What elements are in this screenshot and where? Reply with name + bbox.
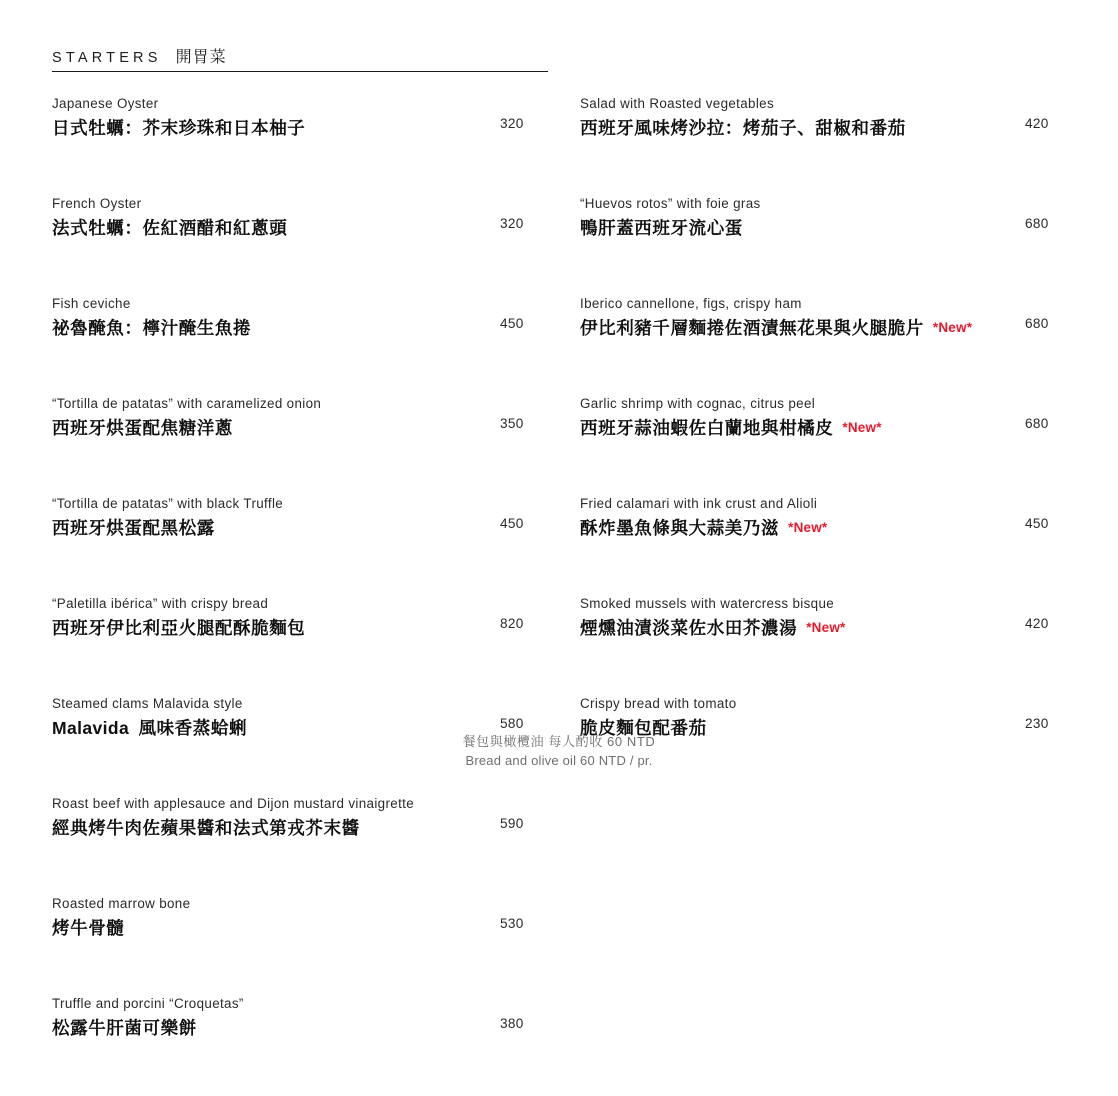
menu-item-price: 680 bbox=[1025, 316, 1049, 331]
menu-item-price: 450 bbox=[500, 516, 524, 531]
section-divider-rule bbox=[52, 71, 548, 72]
menu-item[interactable] bbox=[580, 96, 1068, 196]
menu-item-name-chinese bbox=[580, 215, 743, 240]
menu-item-price: 590 bbox=[500, 816, 524, 831]
menu-item-price: 320 bbox=[500, 216, 524, 231]
menu-item-name-english: Fried calamari with ink crust and Alioli bbox=[580, 496, 818, 511]
menu-item-name-chinese bbox=[580, 515, 779, 540]
menu-item-name-english: Roasted marrow bone bbox=[52, 896, 191, 911]
footer-note-english: Bread and olive oil 60 NTD / pr. bbox=[465, 753, 653, 768]
menu-item-name-chinese-text: 西班牙風味烤沙拉：烤茄子、甜椒和番茄 bbox=[580, 118, 906, 138]
menu-item-name-chinese-line bbox=[52, 315, 251, 340]
menu-item[interactable] bbox=[52, 396, 548, 496]
menu-item[interactable] bbox=[52, 496, 548, 596]
menu-item-name-english: Iberico cannellone, figs, crispy ham bbox=[580, 296, 802, 311]
menu-column-right bbox=[580, 96, 1068, 796]
menu-item[interactable] bbox=[52, 196, 548, 296]
menu-item-name-chinese-text: 西班牙烘蛋配焦糖洋蔥 bbox=[52, 418, 233, 438]
footer-note bbox=[0, 732, 1118, 770]
menu-item-name-chinese-text: 西班牙蒜油蝦佐白蘭地與柑橘皮 bbox=[580, 418, 834, 438]
new-item-badge: *New* bbox=[842, 420, 882, 435]
menu-item-name-chinese-text: 脆皮麵包配番茄 bbox=[580, 718, 707, 738]
menu-item[interactable] bbox=[52, 996, 548, 1096]
menu-item[interactable] bbox=[580, 296, 1068, 396]
menu-item-name-chinese-line bbox=[52, 815, 360, 840]
section-header-line bbox=[52, 44, 548, 67]
menu-item-name-chinese-text: 伊比利豬千層麵捲佐酒漬無花果與火腿脆片 bbox=[580, 318, 924, 338]
menu-item-price: 350 bbox=[500, 416, 524, 431]
menu-item-price: 580 bbox=[500, 716, 524, 731]
footer-note-chinese: 餐包與橄欖油 每人酌收 60 NTD bbox=[462, 734, 656, 749]
menu-item-price: 420 bbox=[1025, 616, 1049, 631]
menu-item-name-chinese bbox=[52, 215, 287, 240]
menu-item-name-chinese-text: 松露牛肝菌可樂餅 bbox=[52, 1018, 197, 1038]
menu-item-name-english: Roast beef with applesauce and Dijon mustard vinaigrette bbox=[52, 796, 415, 811]
section-title-chinese: 開胃菜 bbox=[175, 49, 227, 66]
section-header bbox=[52, 44, 548, 67]
menu-item-name-chinese bbox=[52, 1015, 197, 1040]
menu-item-price: 450 bbox=[1025, 516, 1049, 531]
menu-item-name-chinese-text: 煙燻油漬淡菜佐水田芥濃湯 bbox=[580, 618, 798, 638]
menu-item[interactable] bbox=[52, 796, 548, 896]
menu-item-name-chinese bbox=[580, 415, 833, 440]
menu-item-name-english: “Tortilla de patatas” with caramelized onion bbox=[52, 396, 322, 411]
menu-item-name-chinese-line bbox=[580, 215, 743, 240]
menu-item-name-latin-emphasis: Malavida bbox=[52, 718, 130, 738]
menu-item-name-chinese bbox=[580, 315, 924, 340]
menu-item-name-chinese-text: 風味香蒸蛤蜊 bbox=[138, 718, 248, 738]
menu-item-name-english: “Huevos rotos” with foie gras bbox=[580, 196, 761, 211]
menu-item-name-chinese bbox=[52, 115, 305, 140]
menu-item-name-chinese-line bbox=[52, 215, 287, 240]
menu-item-name-chinese-line bbox=[580, 115, 906, 140]
menu-item-price: 530 bbox=[500, 916, 524, 931]
menu-item-price: 230 bbox=[1025, 716, 1049, 731]
menu-item-name-chinese-text: 法式牡蠣：佐紅酒醋和紅蔥頭 bbox=[52, 218, 288, 238]
menu-item-price: 450 bbox=[500, 316, 524, 331]
menu-item-name-english: Salad with Roasted vegetables bbox=[580, 96, 775, 111]
menu-item-name-chinese bbox=[52, 615, 305, 640]
section-title-english: STARTERS bbox=[52, 50, 162, 66]
menu-item-price: 680 bbox=[1025, 416, 1049, 431]
menu-item-name-chinese-text: 烤牛骨髓 bbox=[52, 918, 125, 938]
menu-item-name-chinese-text: 西班牙伊比利亞火腿配酥脆麵包 bbox=[52, 618, 306, 638]
menu-item-name-chinese-text: 西班牙烘蛋配黑松露 bbox=[52, 518, 215, 538]
menu-item-name-chinese-text: 日式牡蠣：芥末珍珠和日本柚子 bbox=[52, 118, 306, 138]
menu-item-name-english: Steamed clams Malavida style bbox=[52, 696, 243, 711]
menu-item-name-english: Crispy bread with tomato bbox=[580, 696, 737, 711]
menu-item[interactable] bbox=[52, 296, 548, 396]
menu-item-name-chinese bbox=[580, 615, 797, 640]
new-item-badge: *New* bbox=[932, 320, 973, 335]
new-item-badge: *New* bbox=[788, 520, 828, 535]
new-item-badge: *New* bbox=[806, 620, 846, 635]
menu-item-price: 380 bbox=[500, 1016, 524, 1031]
menu-item[interactable] bbox=[52, 96, 548, 196]
menu-item[interactable] bbox=[580, 596, 1068, 696]
menu-column-left bbox=[52, 96, 548, 1096]
menu-item-name-english: French Oyster bbox=[52, 196, 142, 211]
menu-item-name-english: Garlic shrimp with cognac, citrus peel bbox=[580, 396, 816, 411]
menu-item-name-chinese-line bbox=[52, 115, 305, 140]
menu-item-name-chinese-text: 鴨肝蓋西班牙流心蛋 bbox=[580, 218, 743, 238]
menu-item-name-chinese-line bbox=[580, 615, 845, 640]
menu-item-name-english: Truffle and porcini “Croquetas” bbox=[52, 996, 244, 1011]
menu-item-name-chinese-line bbox=[580, 515, 827, 540]
menu-item[interactable] bbox=[52, 896, 548, 996]
menu-item-name-chinese bbox=[52, 415, 233, 440]
menu-item-name-english: Japanese Oyster bbox=[52, 96, 159, 111]
menu-item-name-english: Fish ceviche bbox=[52, 296, 131, 311]
menu-item-name-chinese bbox=[52, 515, 215, 540]
menu-item-name-chinese-line bbox=[52, 515, 215, 540]
menu-item-name-chinese-text: 酥炸墨魚條與大蒜美乃滋 bbox=[580, 518, 780, 538]
menu-item-name-chinese-line bbox=[52, 1015, 197, 1040]
menu-item-price: 820 bbox=[500, 616, 524, 631]
menu-item-name-english: “Paletilla ibérica” with crispy bread bbox=[52, 596, 269, 611]
menu-item-name-chinese-line bbox=[580, 315, 972, 340]
menu-item-name-english: Smoked mussels with watercress bisque bbox=[580, 596, 835, 611]
menu-item-name-chinese-text: 祕魯醃魚：檸汁醃生魚捲 bbox=[52, 318, 252, 338]
menu-item-name-chinese-line bbox=[52, 415, 233, 440]
menu-item-name-chinese-text: 經典烤牛肉佐蘋果醬和法式第戎芥末醬 bbox=[52, 818, 360, 838]
menu-item[interactable] bbox=[580, 196, 1068, 296]
menu-item-name-chinese-line bbox=[52, 915, 124, 940]
menu-item-name-chinese bbox=[580, 115, 906, 140]
menu-item-name-chinese-line bbox=[580, 415, 882, 440]
menu-item[interactable] bbox=[52, 596, 548, 696]
menu-item-name-chinese bbox=[52, 815, 360, 840]
menu-item-name-chinese-line bbox=[52, 615, 305, 640]
menu-item-name-english: “Tortilla de patatas” with black Truffle bbox=[52, 496, 284, 511]
menu-item[interactable] bbox=[580, 496, 1068, 596]
menu-item-name-chinese bbox=[52, 315, 251, 340]
menu-item-price: 320 bbox=[500, 116, 524, 131]
menu-item-price: 420 bbox=[1025, 116, 1049, 131]
menu-item[interactable] bbox=[580, 396, 1068, 496]
menu-item-price: 680 bbox=[1025, 216, 1049, 231]
menu-item-name-chinese bbox=[52, 915, 124, 940]
